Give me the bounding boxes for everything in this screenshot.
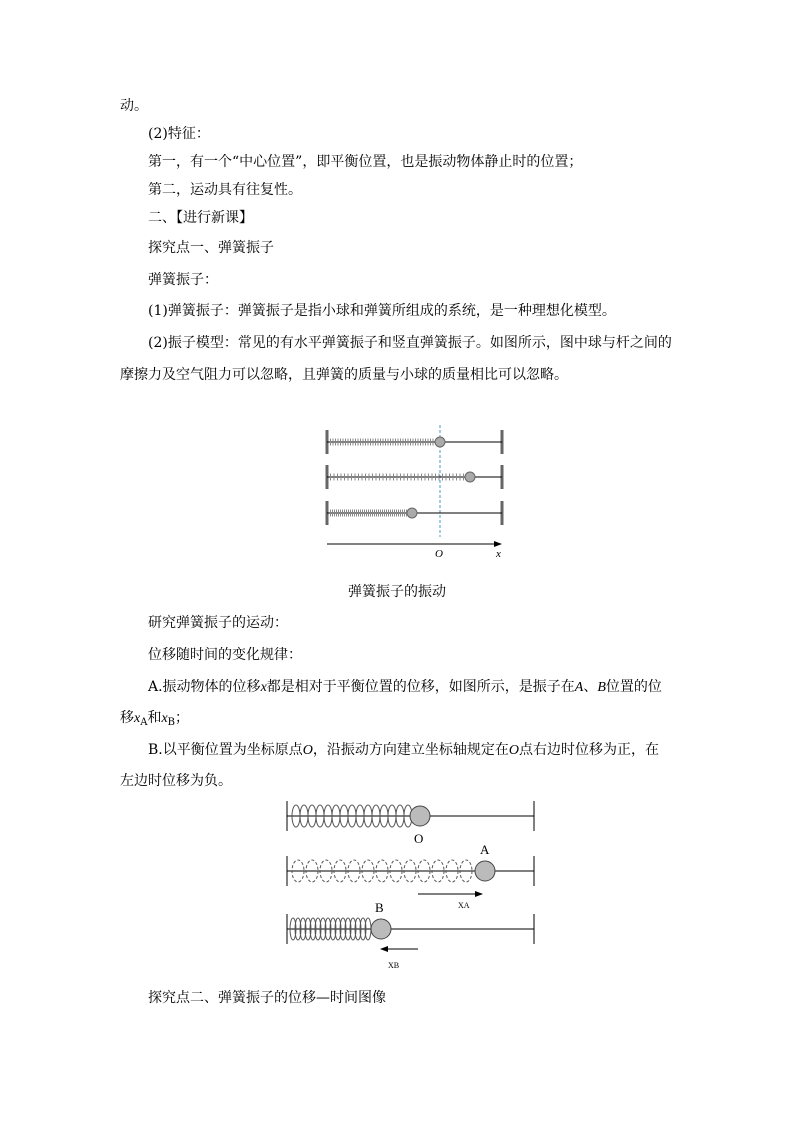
text-line: 弹簧振子：: [148, 272, 218, 288]
text-line: 位移随时间的变化规律：: [148, 647, 302, 663]
spring-row-b: [287, 900, 534, 970]
axis-label-x: x: [496, 548, 501, 560]
text-span: ，沿振动方向建立坐标轴规定在: [312, 742, 509, 758]
text-line: 第一，有一个“中心位置”，即平衡位置，也是振动物体静止时的位置；: [148, 154, 583, 170]
displacement-figure: [282, 796, 542, 974]
displacement-label-xa: XA: [458, 901, 470, 910]
var-a: A: [574, 680, 584, 695]
text-span: 移: [120, 710, 134, 726]
subsection-heading: 探究点二、弹簧振子的位移—时间图像: [148, 990, 386, 1006]
text-line: 动。: [120, 98, 148, 114]
point-label-o: O: [414, 831, 424, 846]
text-line: [120, 708, 189, 733]
var-o: O: [302, 743, 313, 758]
text-line: (2)振子模型：常见的有水平弹簧振子和竖直弹簧振子。如图所示，图中球与杆之间的: [148, 335, 672, 351]
text-line: (2)特征：: [148, 126, 210, 142]
text-line: [148, 740, 659, 761]
subscript: A: [140, 717, 148, 728]
text-line: 研究弹簧振子的运动：: [148, 615, 288, 631]
text-span: 、: [583, 679, 598, 695]
text-span: ；: [175, 710, 190, 726]
oscillator-row-stretched: [327, 465, 502, 489]
text-span: A.振动物体的位移: [148, 679, 261, 695]
text-line: [148, 677, 662, 698]
text-line: 第二，运动具有往复性。: [148, 182, 302, 198]
subsection-heading: 探究点一、弹簧振子: [148, 240, 274, 256]
oscillator-row-equilibrium: [327, 430, 502, 454]
var-x: x: [161, 711, 168, 726]
x-axis-arrowhead: [494, 541, 502, 547]
subscript: B: [167, 717, 176, 728]
section-heading: 二、【进行新课】: [148, 210, 253, 226]
var-o: O: [508, 743, 519, 758]
text-line: (1)弹簧振子：弹簧振子是指小球和弹簧所组成的系统，是一种理想化模型。: [148, 303, 616, 319]
point-label-b: B: [375, 900, 384, 915]
text-line: 摩擦力及空气阻力可以忽略，且弹簧的质量与小球的质量相比可以忽略。: [120, 367, 568, 383]
text-span: 和: [147, 710, 162, 726]
oscillator-row-compressed: [327, 501, 502, 525]
text-line: 左边时位移为负。: [120, 773, 232, 789]
text-span: 点右边时位移为正，在: [519, 742, 659, 758]
point-label-a: A: [480, 842, 490, 857]
spring-row-a: [287, 842, 534, 910]
text-span: 都是相对于平衡位置的位移，如图所示，是振子在: [266, 679, 575, 695]
var-x: x: [134, 711, 141, 726]
text-span: 位置的位: [605, 679, 662, 695]
var-x: x: [260, 680, 267, 695]
displacement-label-xb: XB: [388, 961, 400, 970]
var-b: B: [597, 680, 606, 695]
spring-row-o: [287, 801, 534, 846]
text-span: B.以平衡位置为坐标原点: [148, 742, 303, 758]
origin-label: O: [435, 548, 443, 560]
spring-oscillator-figure: [322, 425, 512, 560]
figure-caption: 弹簧振子的振动: [348, 584, 446, 600]
